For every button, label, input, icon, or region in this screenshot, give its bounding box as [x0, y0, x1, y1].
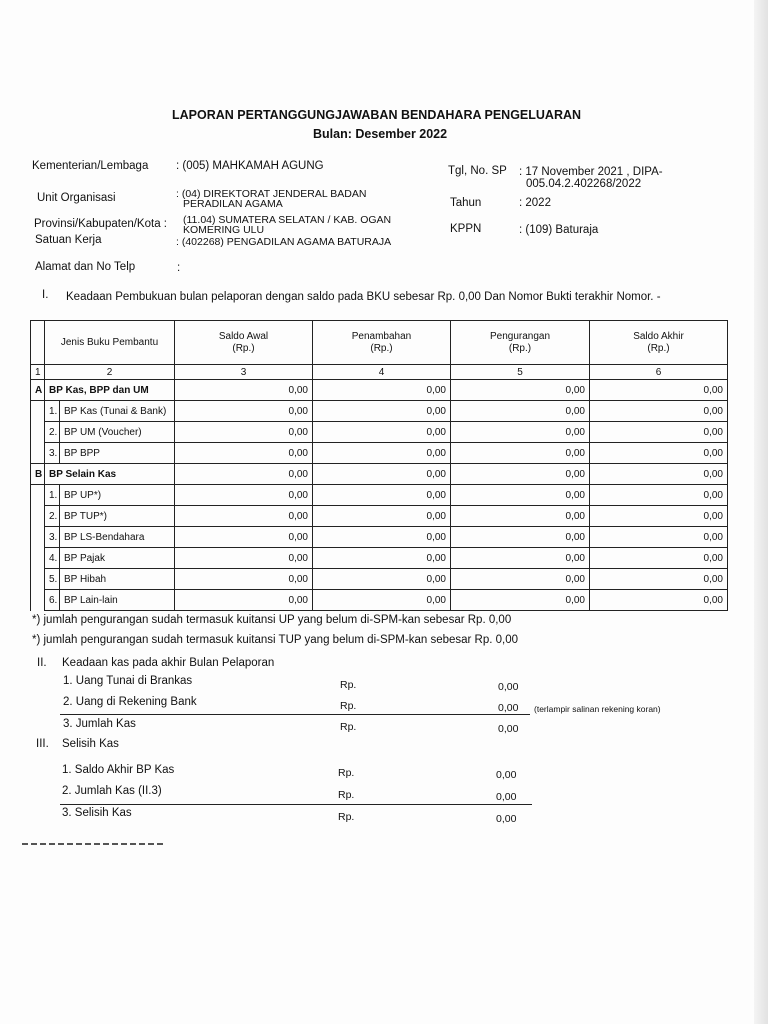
kas-item-label: 3. Jumlah Kas [63, 718, 136, 730]
kas-item-value: 0,00 [498, 723, 519, 735]
kas-item-currency: Rp. [340, 700, 357, 712]
table-header-row [31, 321, 728, 365]
amount-cell: 0,00 [175, 485, 313, 506]
amount-cell: 0,00 [451, 464, 590, 485]
buku-pembantu-table [30, 320, 728, 611]
buku-name-cell: BP Kas (Tunai & Bank) [60, 401, 175, 422]
sub-number-cell: 3. [45, 527, 60, 548]
col-number: 1 [31, 365, 45, 380]
index-blank-cell [31, 590, 45, 611]
provinsi-value-line2: KOMERING ULU [183, 224, 265, 236]
header-saldo-awal: Saldo Awal (Rp.) [175, 321, 313, 365]
kas-item-label: 2. Uang di Rekening Bank [63, 696, 197, 708]
selisih-item-currency: Rp. [338, 811, 355, 823]
amount-cell: 0,00 [451, 569, 590, 590]
provinsi-value-line1: (11.04) SUMATERA SELATAN / KAB. OGAN [183, 214, 392, 226]
amount-cell: 0,00 [451, 590, 590, 611]
buku-name-cell: BP Pajak [60, 548, 175, 569]
group-letter-cell: B [31, 464, 45, 485]
buku-name-cell: BP Hibah [60, 569, 175, 590]
section2-number: II. [37, 657, 47, 669]
index-blank-cell [31, 485, 45, 506]
amount-cell: 0,00 [313, 506, 451, 527]
table-row [31, 506, 728, 527]
table-row [31, 485, 728, 506]
tgl-sp-value-line2: 005.04.2.402268/2022 [526, 178, 642, 190]
kas-item-value: 0,00 [498, 702, 519, 714]
kas-item-value: 0,00 [498, 681, 519, 693]
tahun-value: : 2022 [519, 197, 551, 209]
index-blank-cell [31, 527, 45, 548]
sub-number-cell: 6. [45, 590, 60, 611]
index-blank-cell [31, 548, 45, 569]
sub-number-cell: 3. [45, 443, 60, 464]
amount-cell: 0,00 [313, 590, 451, 611]
amount-cell: 0,00 [590, 527, 728, 548]
table-row [31, 401, 728, 422]
amount-cell: 0,00 [590, 485, 728, 506]
index-blank-cell [31, 506, 45, 527]
amount-cell: 0,00 [313, 422, 451, 443]
sum-line [60, 804, 532, 805]
unit-organisasi-label: Unit Organisasi [37, 192, 116, 204]
section2-title: Keadaan kas pada akhir Bulan Pelaporan [62, 657, 275, 669]
selisih-item-label: 1. Saldo Akhir BP Kas [62, 764, 175, 776]
col-number: 3 [175, 365, 313, 380]
unit-organisasi-value-line1: : (04) DIREKTORAT JENDERAL BADAN [176, 188, 367, 200]
header-blank-cell [31, 321, 45, 365]
amount-cell: 0,00 [590, 464, 728, 485]
sub-number-cell: 2. [45, 422, 60, 443]
tgl-sp-label: Tgl, No. SP [448, 165, 507, 177]
table-row [31, 590, 728, 611]
amount-cell: 0,00 [313, 380, 451, 401]
amount-cell: 0,00 [451, 422, 590, 443]
alamat-value: : [177, 262, 181, 274]
selisih-item-value: 0,00 [496, 791, 517, 803]
sub-number-cell: 1. [45, 485, 60, 506]
selisih-item-value: 0,00 [496, 813, 517, 825]
amount-cell: 0,00 [451, 485, 590, 506]
buku-name-cell: BP Lain-lain [60, 590, 175, 611]
amount-cell: 0,00 [313, 443, 451, 464]
buku-name-cell: BP BPP [60, 443, 175, 464]
table-group-row [31, 464, 728, 485]
alamat-label: Alamat dan No Telp [35, 261, 136, 273]
group-name-cell: BP Selain Kas [45, 464, 175, 485]
amount-cell: 0,00 [175, 569, 313, 590]
report-title: LAPORAN PERTANGGUNGJAWABAN BENDAHARA PENGELUARAN [172, 108, 582, 122]
group-name-cell: BP Kas, BPP dan UM [45, 380, 175, 401]
index-blank-cell [31, 443, 45, 464]
col-number: 2 [45, 365, 175, 380]
amount-cell: 0,00 [175, 380, 313, 401]
sub-number-cell: 5. [45, 569, 60, 590]
index-blank-cell [31, 569, 45, 590]
amount-cell: 0,00 [451, 401, 590, 422]
kas-item-label: 1. Uang Tunai di Brankas [63, 675, 193, 687]
table-row [31, 443, 728, 464]
section3-title: Selisih Kas [62, 738, 119, 750]
amount-cell: 0,00 [175, 464, 313, 485]
note-tup: *) jumlah pengurangan sudah termasuk kuitansi TUP yang belum di-SPM-kan sebesar Rp. 0,00 [32, 634, 519, 646]
header-pengurangan: Pengurangan (Rp.) [451, 321, 590, 365]
amount-cell: 0,00 [175, 548, 313, 569]
amount-cell: 0,00 [451, 380, 590, 401]
col-number: 6 [590, 365, 728, 380]
amount-cell: 0,00 [451, 443, 590, 464]
note-up: *) jumlah pengurangan sudah termasuk kuitansi UP yang belum di-SPM-kan sebesar Rp. 0,00 [32, 614, 512, 626]
rekening-note: (terlampir salinan rekening koran) [534, 704, 661, 714]
amount-cell: 0,00 [313, 548, 451, 569]
header-saldo-akhir: Saldo Akhir (Rp.) [590, 321, 728, 365]
satuan-kerja-label: Satuan Kerja [35, 234, 102, 246]
amount-cell: 0,00 [590, 443, 728, 464]
table-row [31, 548, 728, 569]
header-penambahan: Penambahan (Rp.) [313, 321, 451, 365]
provinsi-label: Provinsi/Kabupaten/Kota : [34, 218, 167, 230]
section1-number: I. [42, 289, 49, 301]
kas-item-currency: Rp. [340, 721, 357, 733]
table-group-row [31, 380, 728, 401]
amount-cell: 0,00 [313, 527, 451, 548]
amount-cell: 0,00 [451, 506, 590, 527]
report-period: Bulan: Desember 2022 [313, 127, 448, 141]
amount-cell: 0,00 [590, 380, 728, 401]
selisih-item-value: 0,00 [496, 769, 517, 781]
amount-cell: 0,00 [590, 401, 728, 422]
amount-cell: 0,00 [590, 506, 728, 527]
col-number: 4 [313, 365, 451, 380]
unit-organisasi-value-line2: PERADILAN AGAMA [183, 198, 283, 210]
index-blank-cell [31, 422, 45, 443]
section1-text: Keadaan Pembukuan bulan pelaporan dengan saldo pada BKU sebesar Rp. 0,00 Dan Nomor Bukti terakhir Nomor. - [66, 291, 661, 303]
kas-item-currency: Rp. [340, 679, 357, 691]
selisih-item-label: 3. Selisih Kas [62, 807, 132, 819]
kementerian-value: : (005) MAHKAMAH AGUNG [176, 160, 324, 172]
index-blank-cell [31, 401, 45, 422]
amount-cell: 0,00 [313, 569, 451, 590]
tgl-sp-value-line1: : 17 November 2021 , DIPA- [519, 166, 663, 178]
selisih-item-currency: Rp. [338, 789, 355, 801]
amount-cell: 0,00 [175, 443, 313, 464]
amount-cell: 0,00 [590, 590, 728, 611]
sum-line [60, 714, 530, 715]
buku-name-cell: BP UP*) [60, 485, 175, 506]
table-row [31, 422, 728, 443]
header-jenis: Jenis Buku Pembantu [45, 321, 175, 365]
amount-cell: 0,00 [175, 422, 313, 443]
tahun-label: Tahun [450, 197, 482, 209]
column-number-row [31, 365, 728, 380]
kppn-value: : (109) Baturaja [519, 224, 599, 236]
amount-cell: 0,00 [175, 401, 313, 422]
col-number: 5 [451, 365, 590, 380]
amount-cell: 0,00 [175, 590, 313, 611]
amount-cell: 0,00 [590, 422, 728, 443]
section3-number: III. [36, 738, 49, 750]
satuan-kerja-value: : (402268) PENGADILAN AGAMA BATURAJA [176, 236, 392, 248]
table-row [31, 527, 728, 548]
sub-number-cell: 4. [45, 548, 60, 569]
amount-cell: 0,00 [175, 527, 313, 548]
amount-cell: 0,00 [175, 506, 313, 527]
selisih-item-currency: Rp. [338, 767, 355, 779]
scan-cutoff-mark [22, 843, 164, 845]
amount-cell: 0,00 [590, 569, 728, 590]
amount-cell: 0,00 [313, 464, 451, 485]
scan-page-edge [754, 0, 768, 1024]
sub-number-cell: 1. [45, 401, 60, 422]
kementerian-label: Kementerian/Lembaga [32, 160, 149, 172]
group-letter-cell: A [31, 380, 45, 401]
kppn-label: KPPN [450, 223, 482, 235]
amount-cell: 0,00 [313, 401, 451, 422]
amount-cell: 0,00 [451, 548, 590, 569]
buku-name-cell: BP TUP*) [60, 506, 175, 527]
buku-name-cell: BP UM (Voucher) [60, 422, 175, 443]
buku-name-cell: BP LS-Bendahara [60, 527, 175, 548]
table-row [31, 569, 728, 590]
sub-number-cell: 2. [45, 506, 60, 527]
amount-cell: 0,00 [313, 485, 451, 506]
amount-cell: 0,00 [451, 527, 590, 548]
amount-cell: 0,00 [590, 548, 728, 569]
selisih-item-label: 2. Jumlah Kas (II.3) [62, 785, 162, 797]
